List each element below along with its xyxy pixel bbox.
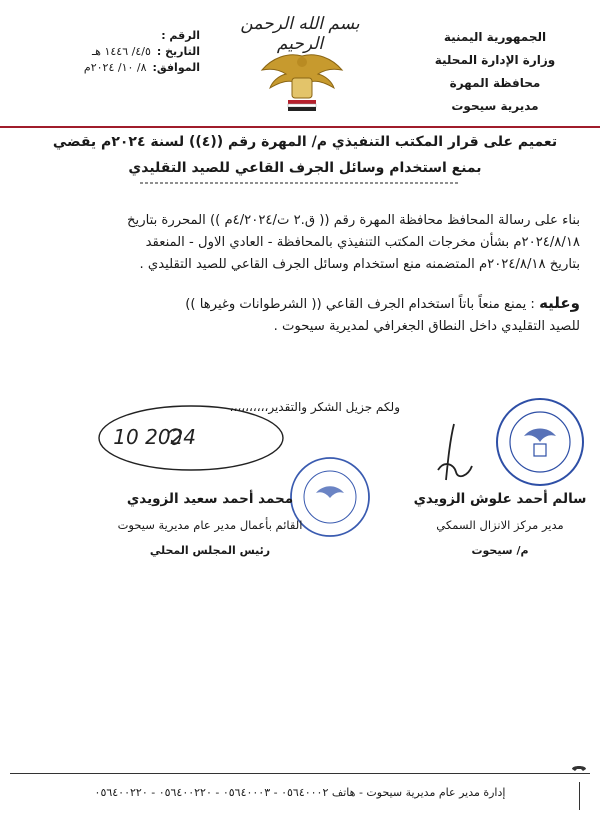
body-line: بناء على رسالة المحافظ محافظة المهرة رقم (( ق.٢ ت/٤/٢٠٢٤م )) المحررة بتاريخ <box>127 213 580 228</box>
footer-divider <box>10 773 590 774</box>
equiv-date-row <box>60 60 200 76</box>
decision-text: : يمنع منعاً باتاً استخدام الجرف القاعي (( الشرطوانات وغيرها )) <box>185 297 535 312</box>
header-divider <box>0 126 600 128</box>
basmala: بسم الله الرحمن الرحيم <box>240 14 360 54</box>
signatory-name-left: محمد أحمد سعيد الزويدي <box>126 491 294 507</box>
title-underline <box>140 180 460 186</box>
handwritten-signature-left <box>96 398 296 478</box>
number-row <box>60 28 200 44</box>
body-line: بتاريخ ٢٠٢٤/٨/١٨م المتضمنه منع استخدام وسائل الجرف القاعي للصيد التقليدي . <box>139 257 580 272</box>
footer-contact: إدارة مدير عام مديرية سيحوت - هاتف ٠٥٦٤٠٠٠٢ - ٠٥٦٤٠٠٠٣ - ٠٥٦٤٠٠٢٢٠ - ٠٥٦٤٠٠٢٢٠ <box>94 786 506 799</box>
date-label: التاريخ : <box>156 45 200 58</box>
handwritten-signature-right <box>424 420 484 490</box>
eagle-emblem-icon <box>258 48 346 112</box>
equiv-date-label: الموافق: <box>152 61 200 74</box>
official-stamp-icon <box>494 396 586 488</box>
equiv-date-value: ٨/ ١٠/ ٢٠٢٤م <box>83 61 147 74</box>
header-line-republic: الجمهورية اليمنية <box>443 30 547 44</box>
circular-title-line2: بمنع استخدام وسائل الجرف القاعي للصيد التقليدي <box>128 160 482 176</box>
body-paragraph-1 <box>20 210 580 276</box>
signatory-name-right: سالم أحمد علوش الزويدي <box>413 491 587 507</box>
signatory-role-left: القائم بأعمال مدير عام مديرية سيحوت <box>117 518 303 532</box>
number-label: الرقم : <box>161 29 200 42</box>
signatory-sub-right: م/ سيحوت <box>471 544 529 557</box>
reference-block <box>60 28 200 76</box>
circular-title-line1: تعميم على قرار المكتب التنفيذي م/ المهرة رقم ((٤)) لسنة ٢٠٢٤م يقضي <box>52 134 558 150</box>
signatory-sub-left: رئيس المجلس المحلي <box>149 544 271 557</box>
body-line: ٢٠٢٤/٨/١٨م بشأن مخرجات المكتب التنفيذي بالمحافظة - العادي الاول - المنعقد <box>145 235 580 250</box>
date-row <box>60 44 200 60</box>
phone-icon <box>570 763 588 775</box>
signatory-role-right: مدير مركز الانزال السمكي <box>436 518 564 532</box>
header-line-governorate: محافظة المهرة <box>449 76 541 90</box>
header-line-district: مديرية سيحوت <box>451 99 539 113</box>
header-issuer-block <box>410 26 580 118</box>
signature-block-left <box>90 486 330 564</box>
footer-bracket <box>579 782 580 810</box>
body-line: للصيد التقليدي داخل النطاق الجغرافي لمديرية سيحوت . <box>273 319 580 334</box>
header-line-ministry: وزارة الإدارة المحلية <box>434 53 556 67</box>
body-paragraph-2 <box>20 292 580 338</box>
signature-block-right <box>400 486 600 564</box>
decision-label: وعليه <box>539 294 580 312</box>
closing-greeting: ولكم جزيل الشكر والتقدير،،،،،،،،،، <box>229 400 400 414</box>
handwritten-date: 2024 10 <box>113 425 196 449</box>
date-value: ٤/٥/ ١٤٤٦ هـ <box>91 45 151 58</box>
